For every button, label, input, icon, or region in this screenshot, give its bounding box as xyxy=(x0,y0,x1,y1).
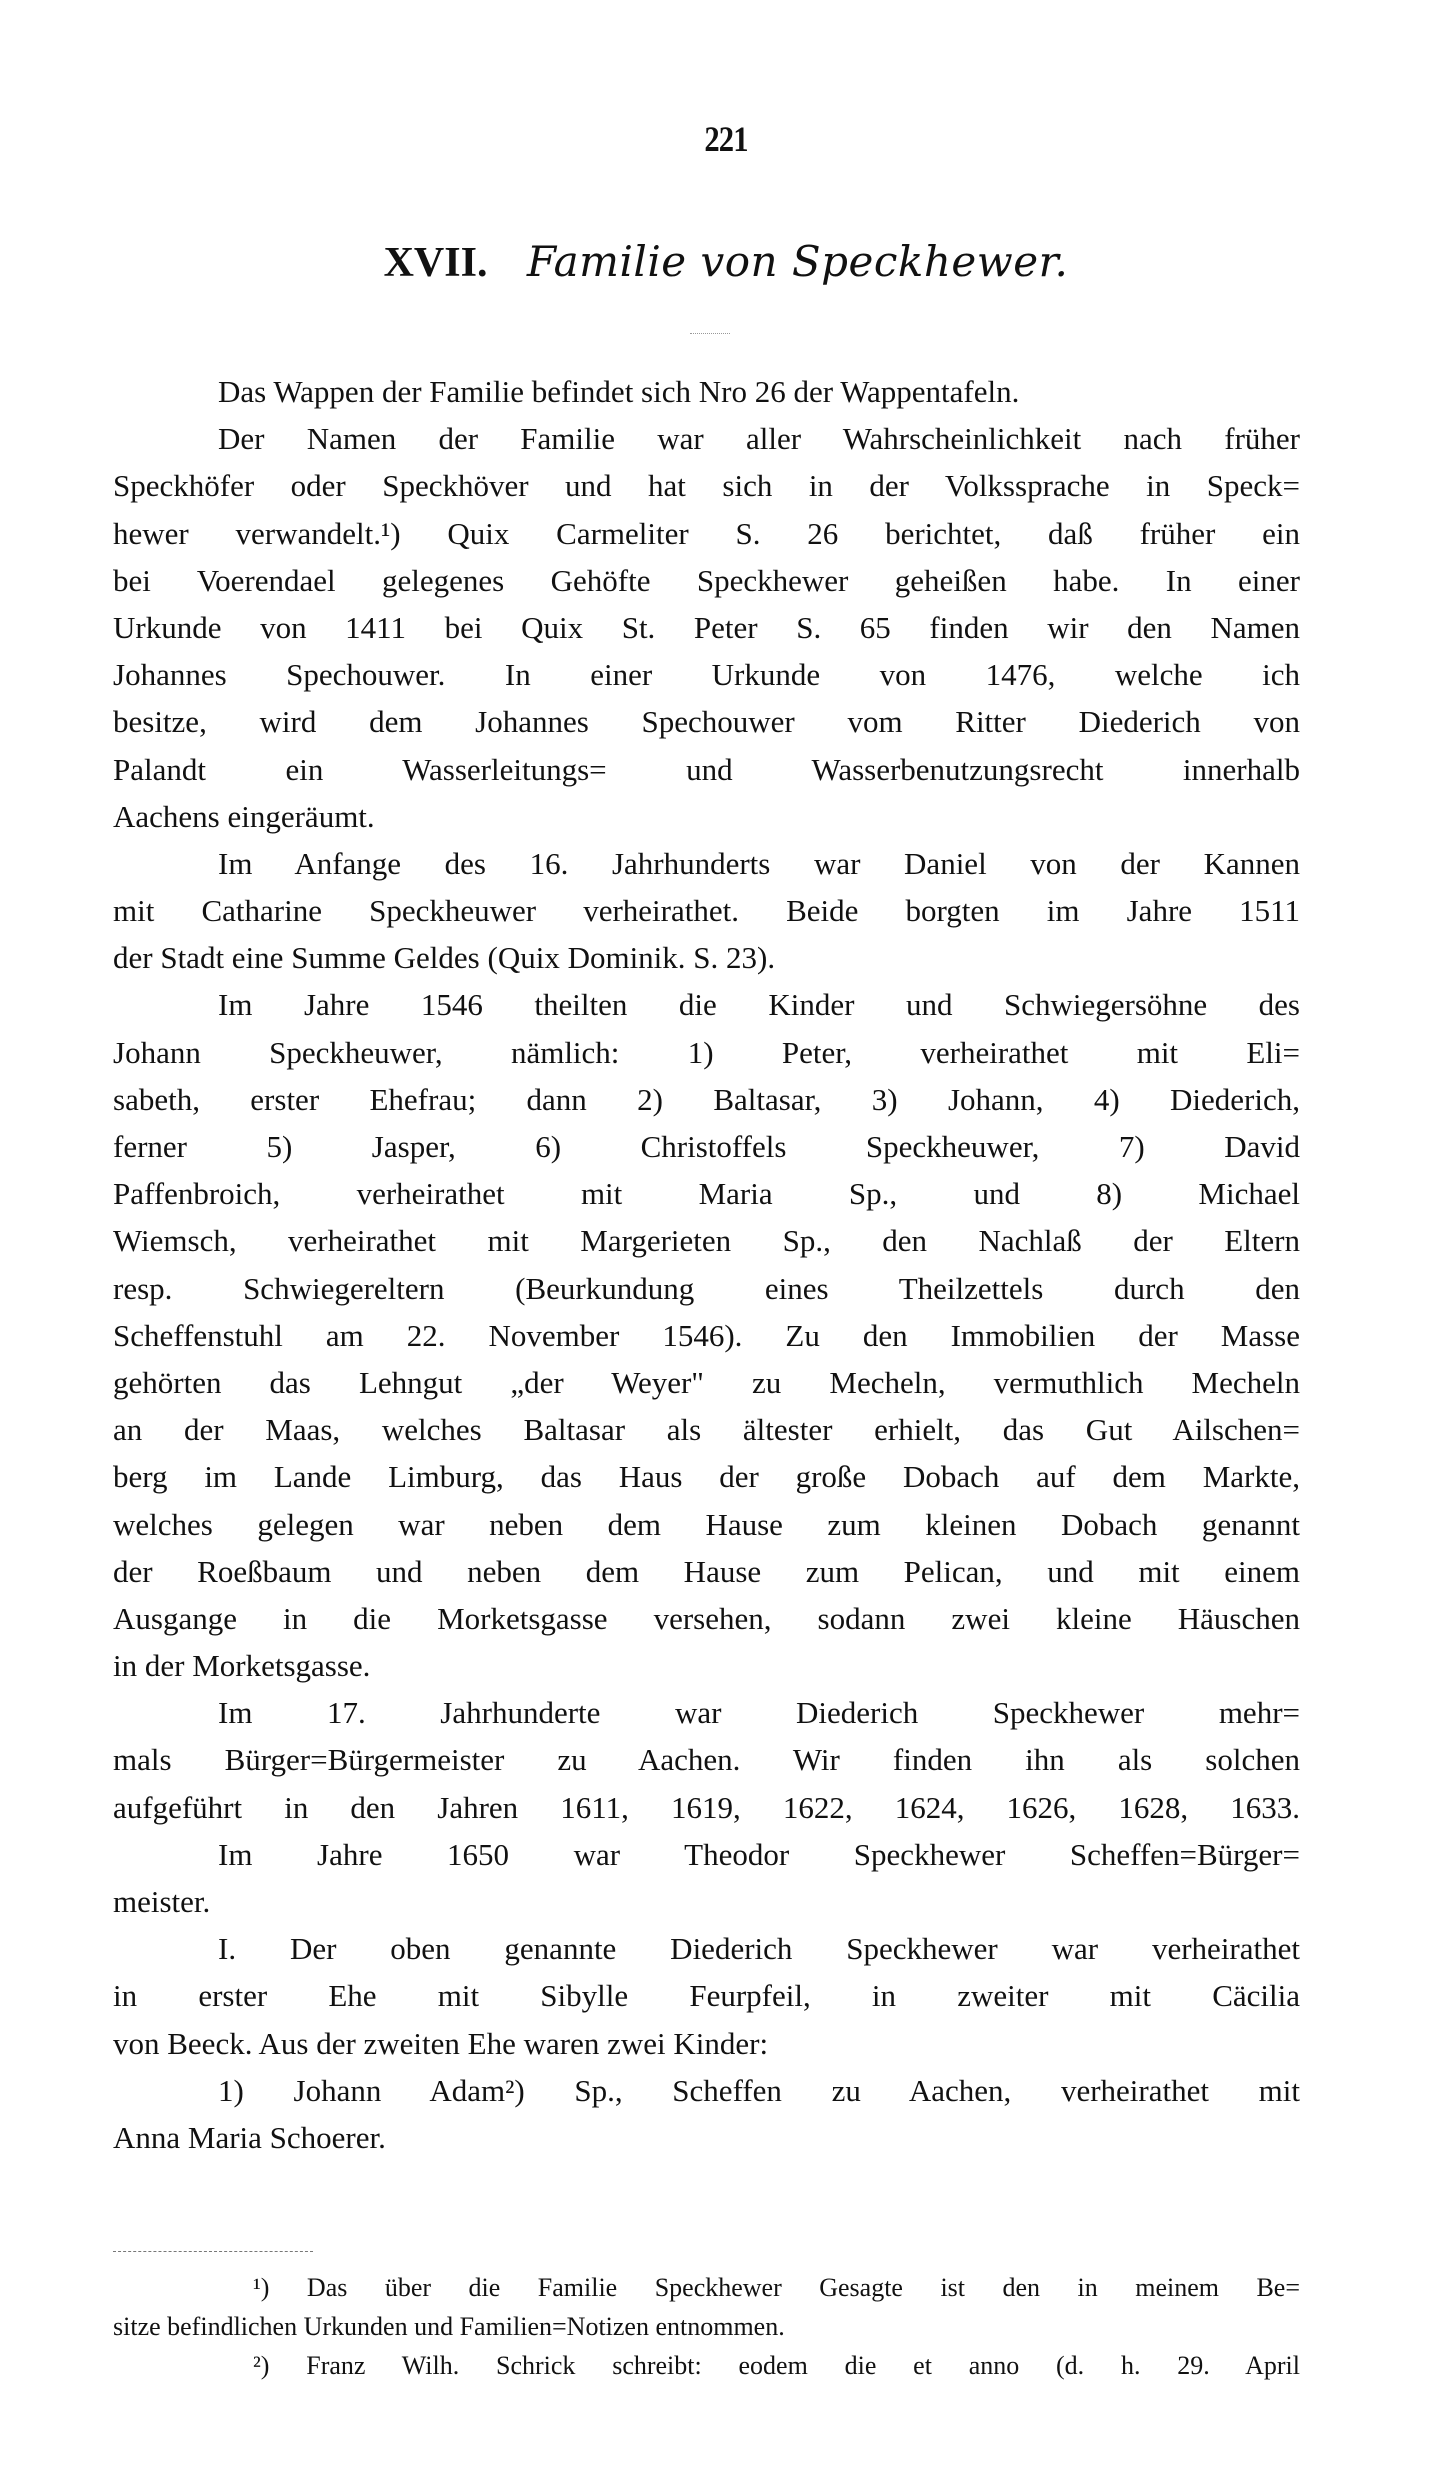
text-line: Der Namen der Familie war aller Wahrscheinlichkeit nach früher xyxy=(218,421,1300,457)
text-line: ferner 5) Jasper, 6) Christoffels Speckheuwer, 7) David xyxy=(113,1129,1300,1164)
text-line: meister. xyxy=(113,1884,211,1919)
text-line: der Roeßbaum und neben dem Hause zum Pelican, und mit einem xyxy=(113,1553,1300,1589)
footnotes xyxy=(113,2268,1300,2385)
text-line: hewer verwandelt.¹) Quix Carmeliter S. 26 berichtet, daß früher ein xyxy=(113,515,1300,551)
page-number: 221 xyxy=(704,119,748,159)
text-line: berg im Lande Limburg, das Haus der große Dobach auf dem Markte, xyxy=(113,1459,1300,1495)
text-line: der Stadt eine Summe Geldes (Quix Dominik. S. 23). xyxy=(113,940,776,976)
text-line: resp. Schwiegereltern (Beurkundung eines Theilzettels durch den xyxy=(113,1270,1300,1306)
text-line: I. Der oben genannte Diederich Speckhewer war verheirathet xyxy=(218,1931,1300,1967)
footnote-line: sitze befindlichen Urkunden und Familien=Notizen entnommen. xyxy=(113,2312,785,2341)
text-line: Im Jahre 1650 war Theodor Speckhewer Scheffen=Bürger= xyxy=(218,1836,1300,1872)
text-line: Johann Speckheuwer, nämlich: 1) Peter, verheirathet mit Eli= xyxy=(113,1034,1300,1070)
text-line: Ausgange in die Morketsgasse versehen, sodann zwei kleine Häuschen xyxy=(113,1600,1300,1636)
text-line: Das Wappen der Familie befindet sich Nro 26 der Wappentafeln. xyxy=(218,374,1020,409)
text-line: Scheffenstuhl am 22. November 1546). Zu den Immobilien der Masse xyxy=(113,1317,1300,1353)
text-line: von Beeck. Aus der zweiten Ehe waren zwei Kinder: xyxy=(113,2025,769,2061)
text-line: Paffenbroich, verheirathet mit Maria Sp., und 8) Michael xyxy=(113,1176,1300,1212)
text-line: gehörten das Lehngut „der Weyer" zu Mecheln, vermuthlich Mecheln xyxy=(113,1364,1300,1400)
text-line: besitze, wird dem Johannes Spechouwer vom Ritter Diederich von xyxy=(113,704,1300,740)
text-line: Aachens eingeräumt. xyxy=(113,798,375,834)
text-line: mit Catharine Speckheuwer verheirathet. Beide borgten im Jahre 1511 xyxy=(113,893,1300,929)
text-line: Im Anfange des 16. Jahrhunderts war Daniel von der Kannen xyxy=(218,845,1300,881)
text-line: Palandt ein Wasserleitungs= und Wasserbenutzungsrecht innerhalb xyxy=(113,751,1300,787)
text-line: mals Bürger=Bürgermeister zu Aachen. Wir finden ihn als solchen xyxy=(113,1742,1300,1778)
text-line: in erster Ehe mit Sibylle Feurpfeil, in zweiter mit Cäcilia xyxy=(113,1978,1300,2014)
text-line: Johannes Spechouwer. In einer Urkunde von 1476, welche ich xyxy=(113,657,1300,693)
text-line: Im 17. Jahrhunderte war Diederich Speckhewer mehr= xyxy=(218,1695,1300,1731)
chapter-number: XVII. xyxy=(383,240,488,286)
text-line: 1) Johann Adam²) Sp., Scheffen zu Aachen, verheirathet mit xyxy=(218,2072,1300,2108)
text-line: Anna Maria Schoerer. xyxy=(113,2119,386,2155)
footnote-line: ²) Franz Wilh. Schrick schreibt: eodem die et anno (d. h. 29. April xyxy=(253,2351,1300,2380)
body-text xyxy=(113,368,1300,2161)
text-line: in der Morketsgasse. xyxy=(113,1648,371,1684)
chapter-heading xyxy=(0,232,1452,293)
text-line: Wiemsch, verheirathet mit Margerieten Sp., den Nachlaß der Eltern xyxy=(113,1223,1300,1259)
text-line: Urkunde von 1411 bei Quix St. Peter S. 65 finden wir den Namen xyxy=(113,609,1300,645)
text-line: welches gelegen war neben dem Hause zum kleinen Dobach genannt xyxy=(113,1506,1300,1542)
text-line: aufgeführt in den Jahren 1611, 1619, 1622, 1624, 1626, 1628, 1633. xyxy=(113,1789,1300,1825)
text-line: sabeth, erster Ehefrau; dann 2) Baltasar, 3) Johann, 4) Diederich, xyxy=(113,1081,1300,1117)
text-line: Im Jahre 1546 theilten die Kinder und Schwiegersöhne des xyxy=(218,987,1300,1023)
footnote-line: ¹) Das über die Familie Speckhewer Gesagte ist den in meinem Be= xyxy=(253,2273,1300,2302)
text-line: bei Voerendael gelegenes Gehöfte Speckhewer geheißen habe. In einer xyxy=(113,562,1300,598)
title-divider xyxy=(690,333,730,334)
footnote-divider xyxy=(113,2251,313,2252)
text-line: an der Maas, welches Baltasar als ältester erhielt, das Gut Ailschen= xyxy=(113,1412,1300,1448)
text-line: Speckhöfer oder Speckhöver und hat sich in der Volkssprache in Speck= xyxy=(113,468,1300,504)
chapter-title: Familie von Speckhewer. xyxy=(526,237,1069,286)
